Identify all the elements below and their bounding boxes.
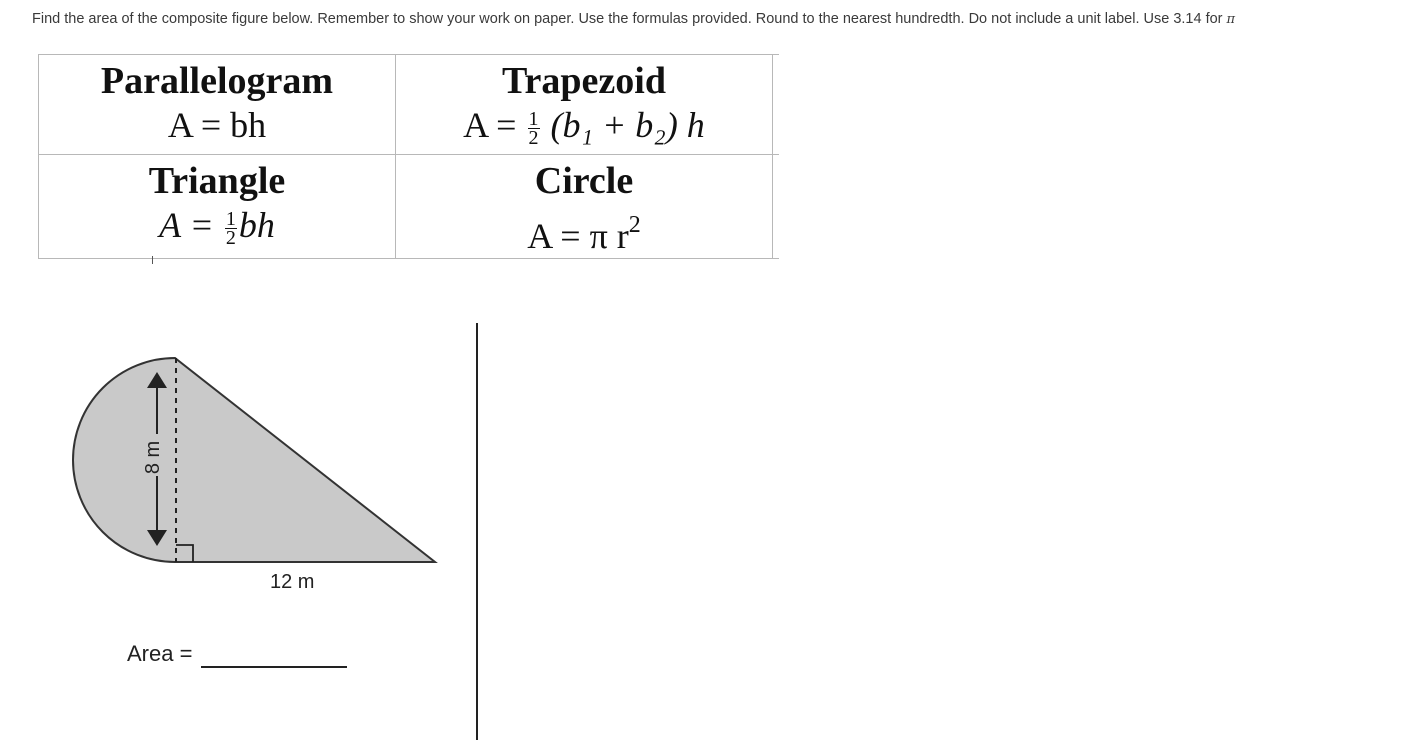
trapezoid-formula: [396, 103, 772, 150]
formula-table: [38, 54, 779, 259]
triangle-cell: [39, 155, 396, 259]
area-answer-blank: [201, 666, 347, 668]
triangle-name: Triangle: [148, 160, 286, 202]
triangle-frac-num: 1: [225, 208, 236, 231]
trapezoid-frac-den: 2: [528, 127, 539, 150]
trapezoid-frac-num: 1: [528, 108, 539, 131]
parallelogram-formula: A = bh: [167, 105, 267, 145]
instructions-text: Find the area of the composite figure below. Remember to show your work on paper. Use the formulas provided. Round to the nearest hundredth. Do not include a unit label. Use 3.14 for: [32, 11, 1227, 27]
instructions: [32, 11, 1392, 27]
area-label: Area =: [127, 641, 193, 666]
triangle-fraction: [225, 208, 237, 250]
trapezoid-name: Trapezoid: [502, 60, 666, 102]
composite-shape: [73, 358, 435, 562]
parallelogram-name: Parallelogram: [100, 60, 334, 102]
composite-figure: [60, 340, 450, 570]
triangle-formula: [39, 203, 395, 250]
circle-cell: [396, 155, 773, 259]
circle-name: Circle: [534, 160, 634, 202]
trapezoid-rest: (b₁ + b₂) h: [550, 105, 705, 145]
vertical-divider: [476, 323, 478, 740]
parallelogram-cell: [39, 55, 396, 155]
trapezoid-lhs: A =: [463, 105, 517, 145]
cursor-tick: [152, 256, 153, 264]
trapezoid-fraction: [528, 108, 540, 150]
circle-exponent: 2: [628, 212, 641, 238]
base-label: 12 m: [270, 571, 315, 593]
table-edge-cell: [773, 155, 780, 259]
height-label: 8 m: [142, 440, 165, 475]
pi-symbol: π: [1226, 12, 1236, 27]
triangle-rest: bh: [238, 205, 275, 245]
table-edge-cell: [773, 55, 780, 155]
triangle-lhs: A =: [159, 205, 214, 245]
circle-lhs: A = π r: [527, 216, 629, 256]
circle-formula: [396, 203, 772, 258]
triangle-frac-den: 2: [225, 227, 236, 250]
trapezoid-cell: [396, 55, 773, 155]
